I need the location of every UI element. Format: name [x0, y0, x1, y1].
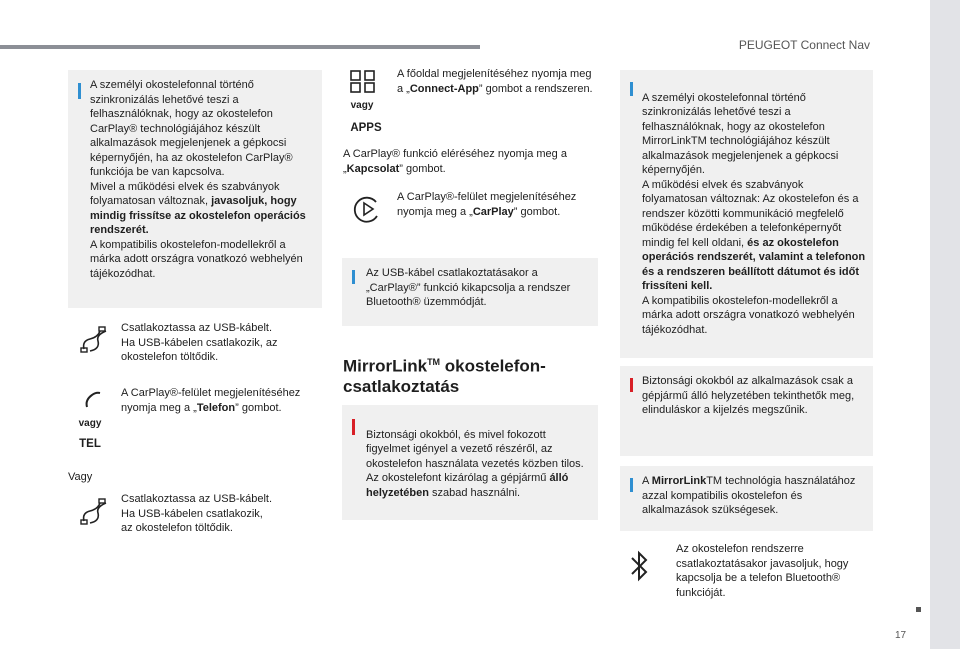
info-box-carplay	[68, 70, 322, 308]
info-text: TM technológia használatához azzal kompatibilis okostelefon és alkalmazások szükségesek.	[642, 475, 856, 516]
info-text: A személyi okostelefonnal történő szinkronizálás lehetővé teszi a felhasználóknak, hogy az okostelefon CarPlay® technológiájához készült alkalmazások megjelenjenek a gépkocsi képernyőjén, ha az okostelefon CarPlay® funkciója be van kapcsolva.	[90, 79, 293, 178]
info-text: A kompatibilis okostelefon-modellekről a márka adott országra vonatkozó webhelyén tájékozódhat.	[642, 294, 855, 336]
section-heading	[343, 352, 603, 397]
step-text: A főoldal megjelenítéséhez nyomja meg a „	[397, 68, 592, 95]
heading-text: MirrorLink	[343, 356, 428, 376]
bluetooth-icon	[630, 548, 650, 584]
step-text: A CarPlay®-felület megjelenítéséhez nyomja meg a „	[397, 191, 577, 218]
header-rule	[0, 45, 480, 49]
step-text: A CarPlay® funkció eléréséhez nyomja meg a „	[343, 148, 567, 175]
info-text: A	[642, 475, 652, 487]
apps-grid-icon[interactable]	[350, 70, 376, 94]
warning-text: Biztonsági okokból, és mivel fokozott figyelmet igényel a vezető részéről, az okostelefon használata vezetés közben tilos. Az okostelefont kizárólag a gépjármű	[366, 428, 584, 484]
usb-cable-icon	[80, 497, 110, 527]
or-label: vagy	[350, 100, 374, 111]
carplay-access-text	[343, 147, 595, 176]
step-text: ” gombot a rendszeren.	[478, 82, 593, 95]
info-box-mirrorlink	[620, 70, 873, 358]
info-text-bold: javasoljuk, hogy mindig frissítse az okostelefon operációs rendszerét.	[90, 195, 306, 236]
heading-text: csatlakoztatás	[343, 376, 460, 396]
info-text-bold: és az okostelefon operációs rendszerét, valamint a telefonon és a rendszeren beállított dátumot és időt frissíteni kell.	[642, 236, 866, 292]
info-text: A személyi okostelefonnal történő szinkronizálás lehetővé teszi a felhasználóknak, hogy az okostelefon MirrorLinkTM technológiájához készült alkalmazások megjelenjenek a gépkocsi képernyőjén. A működési elvek és szabványok folyamatosan változnak: Az okostelefon és a rendszer közötti kommunikáció megfelelő működése érdekében a telefonképernyőt mindig fel kell oldani,	[642, 91, 859, 249]
step-usb-text: Csatlakoztassa az USB-kábelt. Ha USB-kábelen csatlakozik, az okostelefon töltődik.	[121, 493, 273, 534]
carplay-play-icon[interactable]	[352, 194, 382, 224]
step-text: A CarPlay®-felület megjelenítéséhez nyomja meg a „	[121, 387, 301, 414]
warning-text: Biztonsági okokból az alkalmazások csak a gépjármű álló helyzetében tekinthetők meg, elinduláskor a kijelzés megszűnik.	[642, 375, 855, 416]
usb-cable-icon	[80, 325, 110, 355]
step-text-bold: Telefon	[196, 401, 236, 414]
step-text-bold: Connect-App	[409, 82, 479, 95]
heading-text: okostelefon-	[440, 356, 546, 376]
continue-marker	[916, 607, 921, 612]
info-icon	[630, 478, 633, 492]
step-usb-text: Csatlakoztassa az USB-kábelt. Ha USB-kábelen csatlakozik, az okostelefon töltődik.	[121, 322, 278, 363]
page-number: 17	[895, 630, 907, 641]
step-text: ” gombot.	[399, 162, 446, 175]
step-carplay-text	[121, 386, 326, 415]
step-text: ” gombot.	[235, 401, 282, 414]
warning-text: szabad használni.	[428, 486, 521, 499]
info-box-usb	[342, 258, 598, 326]
step-text: ” gombot.	[513, 205, 561, 218]
info-text: Az USB-kábel csatlakoztatásakor a „CarPlay®” funkció kikapcsolja a rendszer Bluetooth® üzemmódját.	[366, 267, 571, 308]
warning-icon	[630, 378, 633, 392]
or-text: Vagy	[68, 471, 93, 483]
info-text: Mivel a működési elvek és szabványok folyamatosan változnak,	[90, 180, 280, 207]
page-edge-band	[930, 0, 960, 649]
info-text: A kompatibilis okostelefon-modellekről a márka adott országra vonatkozó webhelyén tájékozódhat.	[90, 238, 303, 280]
apps-text	[397, 67, 593, 96]
page-header-title: PEUGEOT Connect Nav	[738, 38, 870, 52]
warning-icon	[352, 419, 355, 435]
step-text-bold: Kapcsolat	[346, 162, 400, 175]
info-icon	[630, 82, 633, 96]
info-icon	[352, 270, 355, 284]
warning-box-driving	[342, 405, 598, 520]
tel-button-label[interactable]: TEL	[79, 438, 101, 450]
bluetooth-text: Az okostelefon rendszerre csatlakoztatásakor javasoljuk, hogy kapcsolja be a telefon Bluetooth® funkcióját.	[676, 543, 849, 599]
phone-button-icon[interactable]	[84, 390, 102, 410]
carplay-play-text	[397, 190, 597, 219]
warning-text-bold: álló helyzetében	[366, 472, 569, 499]
step-text-bold: CarPlay	[472, 205, 514, 218]
apps-button-label[interactable]: APPS	[350, 122, 382, 134]
heading-tm: TM	[427, 357, 441, 367]
info-text-bold: MirrorLink	[651, 475, 707, 487]
info-box-requirements	[620, 466, 873, 531]
or-label: vagy	[78, 418, 102, 429]
warning-box-apps	[620, 366, 873, 456]
info-icon	[78, 83, 81, 99]
